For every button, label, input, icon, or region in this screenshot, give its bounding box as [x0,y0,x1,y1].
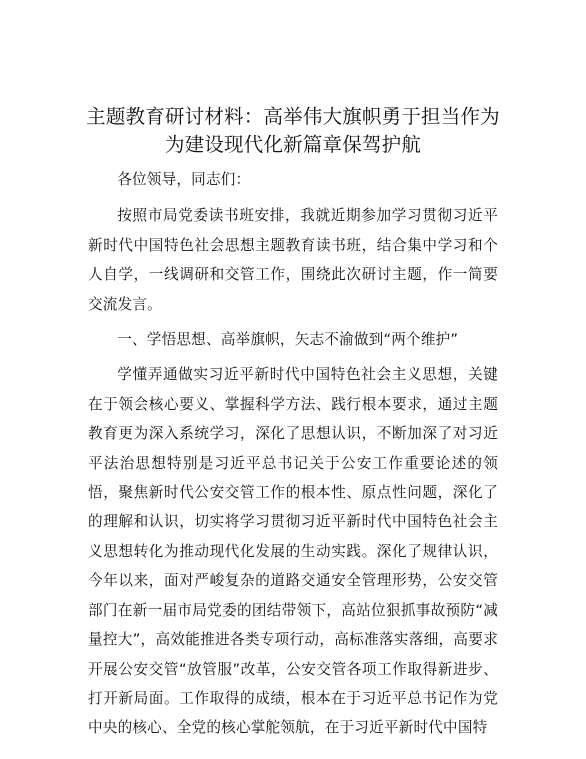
document-body [88,165,498,743]
document-title [75,103,511,159]
paragraph-intro: 按照市局党委读书班安排，我就近期参加学习贯彻习近平新时代中国特色社会思想主题教育读书班，结合集中学习和个人自学，一线调研和交管工作，围绕此次研讨主题，作一简要交流发言。 [88,207,498,313]
paragraph-body: 学懂弄通做实习近平新时代中国特色社会主义思想，关键在于领会核心要义、掌握科学方法、践行根本要求，通过主题教育更为深入系统学习，深化了思想认识，不断加深了对习近平法治思想特别是习近平总书记关于公安工作重要论述的领悟，聚焦新时代公安交管工作的根本性、原点性问题，深化了的理解和认识，切实将学习贯彻习近平新时代中国特色社会主义思想转化为推动现代化发展的生动实践。深化了规律认识，今年以来，面对严峻复杂的道路交通安全管理形势，公安交管部门在新一届市局党委的团结带领下，高站位狠抓事故预防“减量控大”，高效能推进各类专项行动，高标准落实落细，高要求开展公安交管“放管服”改革，公安交管各项工作取得新进步、打开新局面。工作取得的成绩，根本在于习近平总书记作为党中央的核心、全党的核心掌舵领航，在于习近平新时代中国特 [88,366,498,737]
section-heading-1: 一、学悟思想、高举旗帜，矢志不渝做到“两个维护” [117,331,459,349]
title-line-2: 为建设现代化新篇章保驾护航 [164,133,422,156]
title-line-1: 主题教育研讨材料：高举伟大旗帜勇于担当作为 [86,105,500,128]
salutation: 各位领导，同志们： [117,171,251,188]
